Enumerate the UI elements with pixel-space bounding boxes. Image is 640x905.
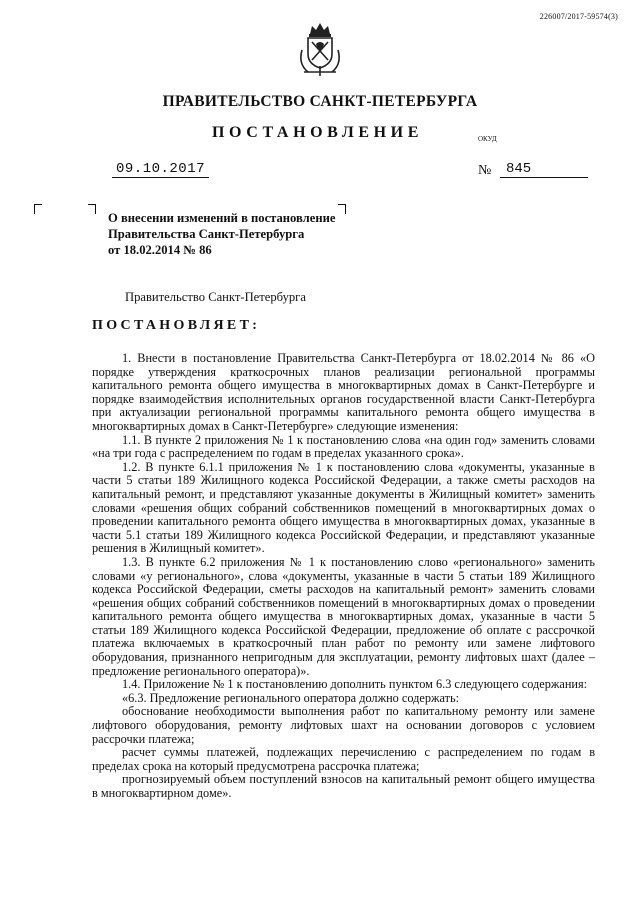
body-paragraph: 1.3. В пункте 6.2 приложения № 1 к постановлению слово «регионального» заменить словами «у регионального», слова «документы, указанные в части 5 статьи 189 Жилищного кодекса Российской Федерации, сметы расходов на капитальный ремонт» заменить словами «решения общих собраний собственников помещений в многоквартирных домах о проведении капитального ремонта общего имущества в многоквартирных домах, указанные в части 5 статьи 189 Жилищного кодекса Российской Федерации, предложение об оплате с рассрочкой платежа включаемых в краткосрочный план работ по ремонту или замене лифтового оборудования, признанного непригодным для эксплуатации, ремонту лифтовых шахт (далее – предложение регионального оператора)». bbox=[92, 554, 595, 678]
document-title bbox=[108, 210, 348, 258]
registration-number: 226007/2017-59574(3) bbox=[539, 12, 618, 21]
body-paragraph: 1.2. В пункте 6.1.1 приложения № 1 к постановлению слова «документы, указанные в части 5 статьи 189 Жилищного кодекса Российской Федерации, а также сметы расходов на капитальный ремонт, и представляют указанные документы в Жилищный комитет» заменить словами «решения общих собраний собственников помещений в многоквартирных домах о проведении капитального ремонта общего имущества в многоквартирных домах, указанные в части 5.1 статьи 189 Жилищного кодекса Российской Федерации, и представляют указанные решения в Жилищный комитет». bbox=[92, 459, 595, 556]
coat-of-arms-emblem bbox=[294, 20, 346, 78]
document-type: ПОСТАНОВЛЕНИЕ bbox=[212, 124, 423, 141]
corner-bracket-inner bbox=[88, 204, 96, 214]
body-paragraph: 1. Внести в постановление Правительства Санкт-Петербурга от 18.02.2014 № 86 «О порядке утверждения краткосрочных планов реализации региональной программы капитального ремонта общего имущества в многоквартирных домах в Санкт-Петербурге и порядке взаимодействия исполнительных органов государственной власти Санкт-Петербурга при актуализации региональной программы капитального ремонта общего имущества в многоквартирных домах в Санкт-Петербурге» следующие изменения: bbox=[92, 351, 595, 433]
okud-label: ОКУД bbox=[478, 135, 497, 143]
body-paragraph: 1.4. Приложение № 1 к постановлению дополнить пунктом 6.3 следующего содержания: bbox=[122, 677, 588, 692]
number-sign: № bbox=[478, 163, 492, 178]
title-line: от 18.02.2014 № 86 bbox=[108, 243, 212, 257]
title-line: Правительства Санкт-Петербурга bbox=[108, 227, 305, 241]
government-name: ПРАВИТЕЛЬСТВО САНКТ-ПЕТЕРБУРГА bbox=[162, 93, 478, 110]
title-line: О внесении изменений в постановление bbox=[108, 211, 336, 225]
document-number: 845 bbox=[500, 161, 588, 178]
document-date: 09.10.2017 bbox=[112, 161, 209, 178]
corner-bracket-left bbox=[34, 204, 42, 214]
body-paragraph: прогнозируемый объем поступлений взносов на капитальный ремонт общего имущества в многоквартирном доме». bbox=[92, 772, 595, 800]
body-paragraph: 1.1. В пункте 2 приложения № 1 к постановлению слова «на один год» заменить словами «на три года с распределением по годам в пределах указанного срока». bbox=[92, 432, 595, 461]
document-body bbox=[92, 352, 595, 801]
body-paragraph: «6.3. Предложение регионального оператора должно содержать: bbox=[122, 690, 460, 705]
body-paragraph: обоснование необходимости выполнения работ по капитальному ремонту или замене лифтового оборудования, ремонту лифтовых шахт на основании договоров с условием рассрочки платежа; bbox=[92, 704, 595, 746]
resolves-heading: ПОСТАНОВЛЯЕТ: bbox=[92, 318, 261, 333]
issuing-body: Правительство Санкт-Петербурга bbox=[125, 290, 306, 304]
body-paragraph: расчет суммы платежей, подлежащих перечислению с распределением по годам в пределах срока на который предусмотрена рассрочка платежа; bbox=[92, 745, 595, 773]
